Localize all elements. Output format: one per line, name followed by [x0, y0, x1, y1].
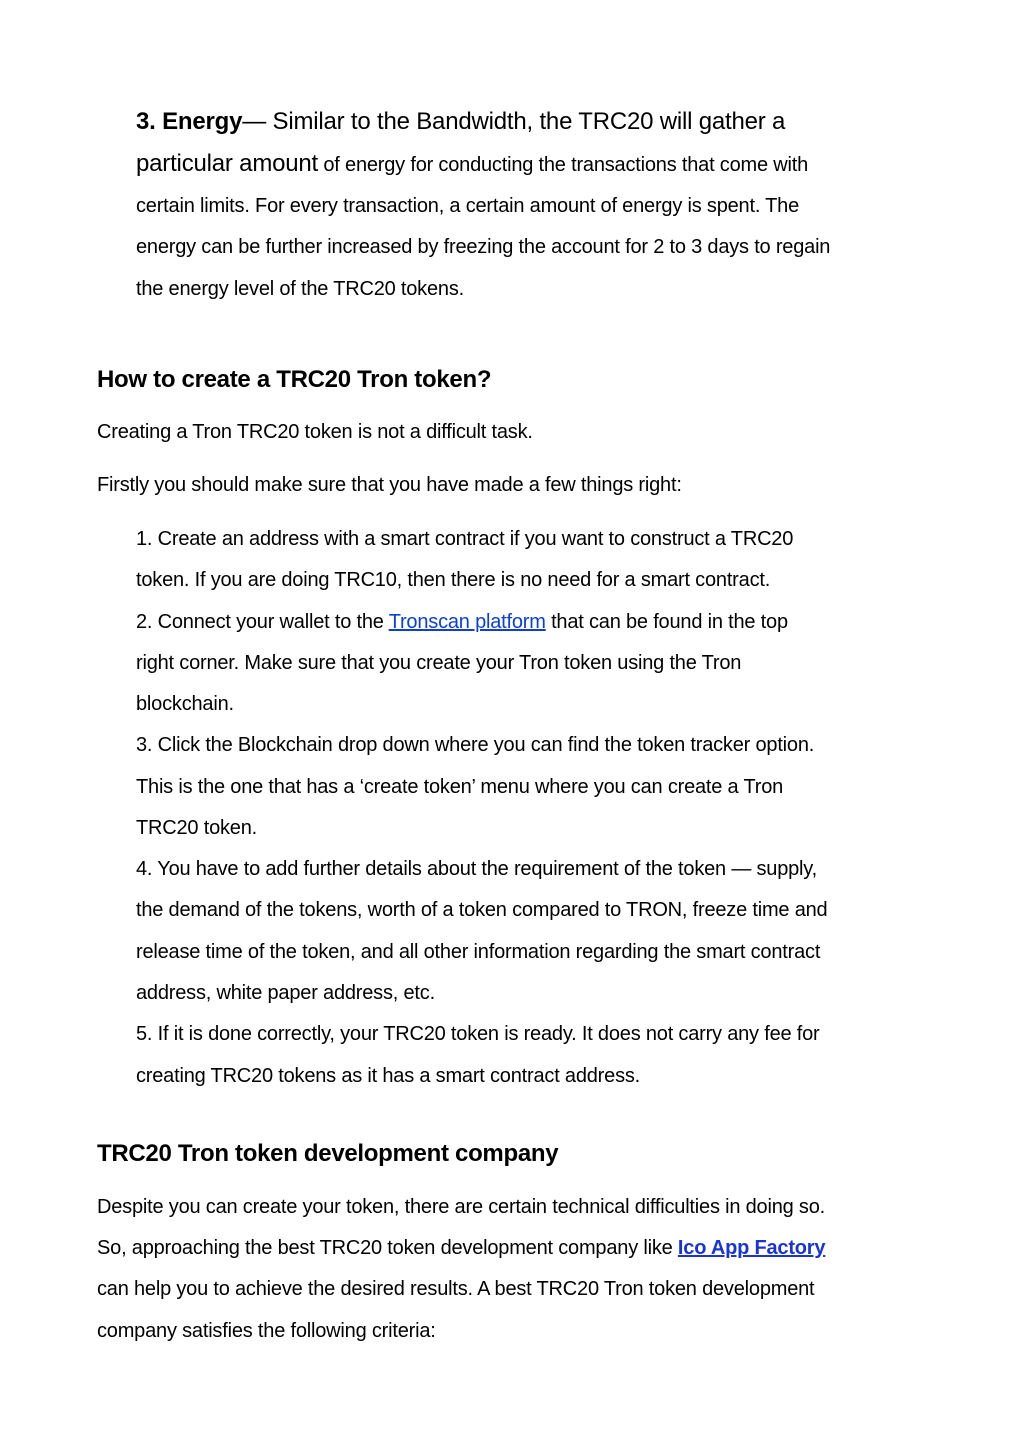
step-1-line-2: token. If you are doing TRC10, then there is no need for a smart contract. — [136, 569, 771, 591]
step-3-line-1: 3. Click the Blockchain drop down where you can find the token tracker option. — [136, 734, 815, 756]
energy-line-2 — [136, 150, 808, 178]
step-1-line-1: 1. Create an address with a smart contract if you want to construct a TRC20 — [136, 528, 794, 550]
step-2-line-3: blockchain. — [136, 693, 234, 715]
intro-line-2: Firstly you should make sure that you have made a few things right: — [97, 474, 682, 496]
section-title-how-to-create: How to create a TRC20 Tron token? — [97, 366, 492, 393]
step-2-pre: 2. Connect your wallet to the — [136, 611, 389, 633]
step-3-line-3: TRC20 token. — [136, 817, 257, 839]
step-4-line-2: the demand of the tokens, worth of a token compared to TRON, freeze time and — [136, 899, 828, 921]
energy-line2-rest: of energy for conducting the transactions that come with — [318, 154, 809, 176]
energy-dash-text: — Similar to the Bandwidth, the TRC20 will gather a — [242, 108, 786, 135]
company-line-4: company satisfies the following criteria: — [97, 1320, 436, 1342]
energy-line2-big: particular amount — [136, 150, 319, 177]
step-5-line-2: creating TRC20 tokens as it has a smart contract address. — [136, 1065, 641, 1087]
step-4-line-3: release time of the token, and all other information regarding the smart contract — [136, 941, 821, 963]
step-3-line-2: This is the one that has a ‘create token’ menu where you can create a Tron — [136, 776, 784, 798]
energy-line-1 — [136, 108, 785, 136]
company-line-1: Despite you can create your token, there are certain technical difficulties in doing so. — [97, 1196, 826, 1218]
company-line-2 — [97, 1237, 825, 1260]
tronscan-platform-link[interactable]: Tronscan platform — [388, 611, 546, 633]
step-2-line-2: right corner. Make sure that you create your Tron token using the Tron — [136, 652, 742, 674]
step-4-line-1: 4. You have to add further details about the requirement of the token — supply, — [136, 858, 817, 880]
ico-app-factory-link[interactable]: Ico App Factory — [677, 1237, 826, 1259]
energy-heading: 3. Energy — [136, 108, 243, 135]
section-title-development-company: TRC20 Tron token development company — [97, 1140, 559, 1167]
energy-line-4: energy can be further increased by freezing the account for 2 to 3 days to regain — [136, 236, 831, 258]
step-2-post: that can be found in the top — [545, 611, 788, 633]
intro-line-1: Creating a Tron TRC20 token is not a difficult task. — [97, 421, 533, 443]
energy-line-3: certain limits. For every transaction, a certain amount of energy is spent. The — [136, 195, 800, 217]
company-line-3: can help you to achieve the desired results. A best TRC20 Tron token development — [97, 1278, 815, 1300]
step-4-line-4: address, white paper address, etc. — [136, 982, 435, 1004]
energy-line-5: the energy level of the TRC20 tokens. — [136, 278, 464, 300]
company-line-2-pre: So, approaching the best TRC20 token development company like — [97, 1237, 678, 1259]
step-2-line-1 — [136, 611, 788, 634]
step-5-line-1: 5. If it is done correctly, your TRC20 token is ready. It does not carry any fee for — [136, 1023, 820, 1045]
